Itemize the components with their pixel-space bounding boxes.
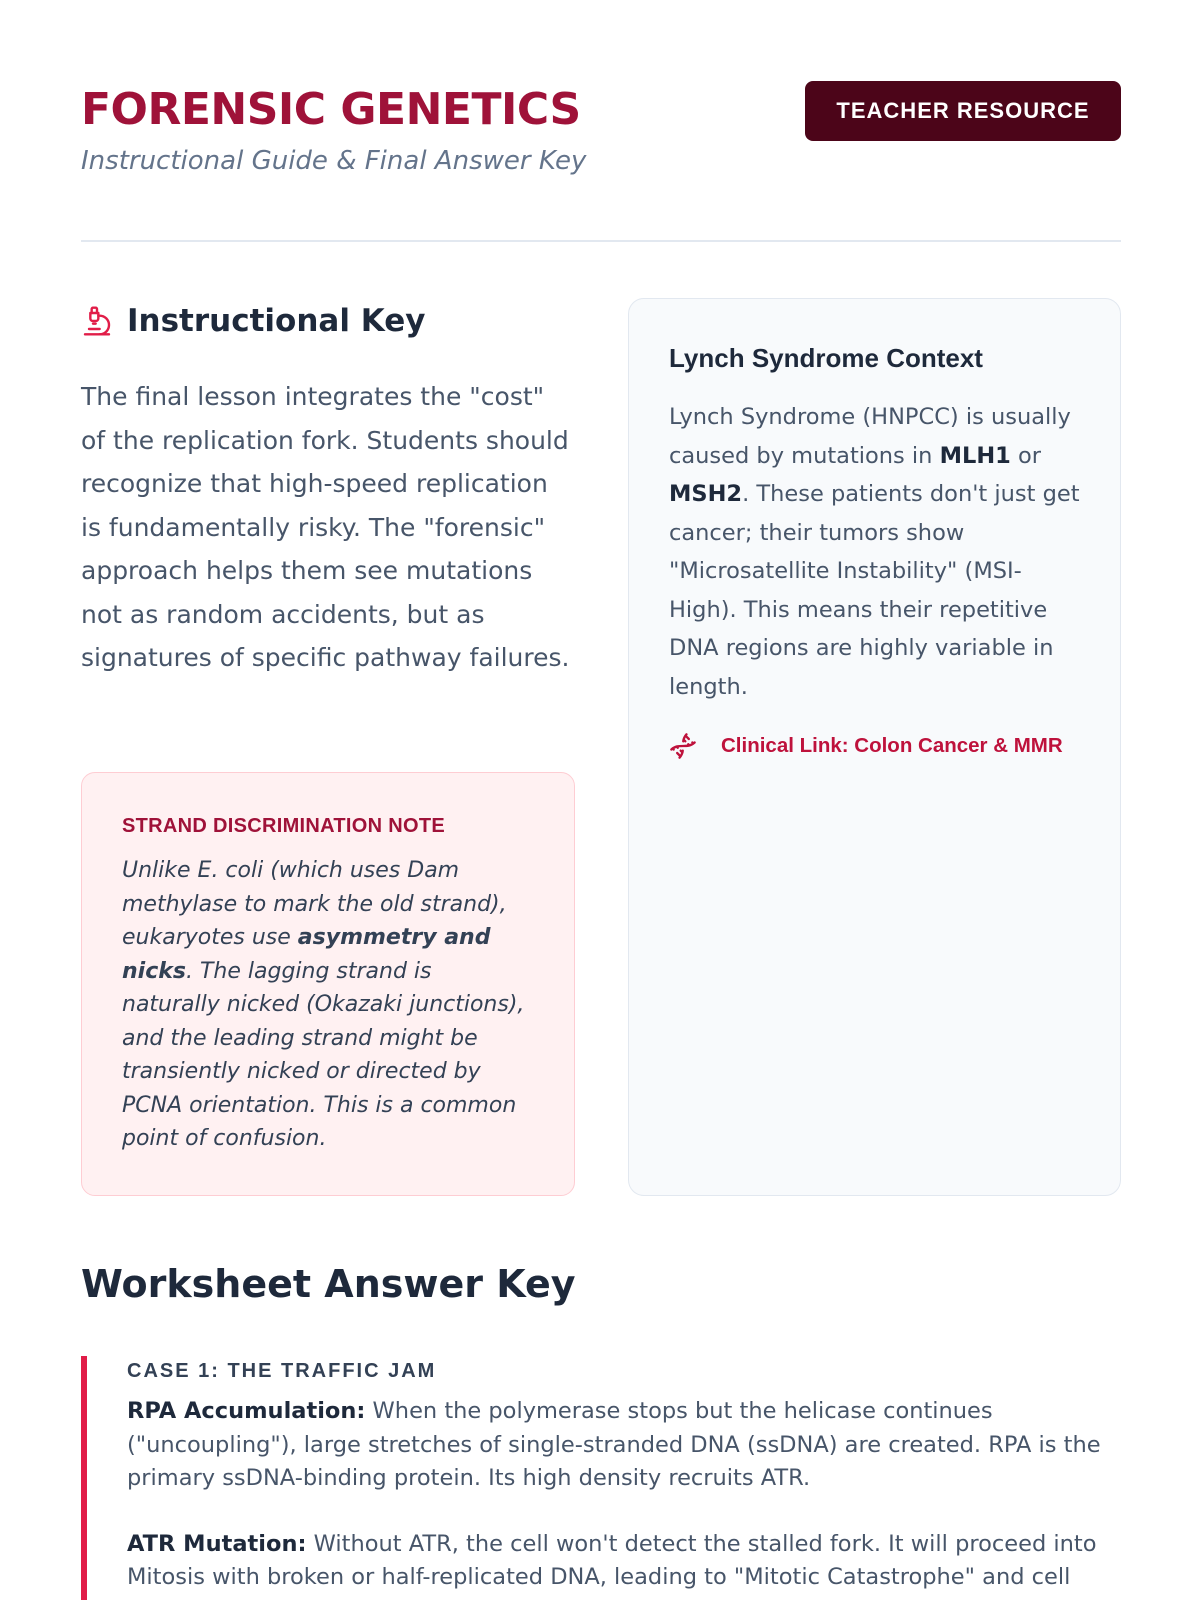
lynch-syndrome-card [628, 298, 1121, 1196]
lynch-card-title: Lynch Syndrome Context [669, 343, 983, 373]
case-1-label: CASE 1: THE TRAFFIC JAM [127, 1360, 437, 1382]
lynch-card-body [669, 398, 1080, 706]
instructional-key-title: Instructional Key [127, 303, 426, 339]
microscope-icon [81, 305, 113, 337]
answer-key-title: Worksheet Answer Key [81, 1262, 576, 1306]
instructional-key-body: The final lesson integrates the "cost" of the replication fork. Students should recognize that high-speed replication is fundamentally risky. The "forensic" approach helps them see mutations not as random accidents, but as signatures of specific pathway failures. [81, 382, 570, 672]
gene-mlh1: MLH1 [939, 442, 1011, 469]
gene-msh2: MSH2 [669, 481, 743, 507]
page-header [81, 80, 1121, 176]
note-text-1: Unlike E. coli (which uses Dam methylase to mark the old strand), eukaryotes use [122, 858, 507, 950]
page-title: FORENSIC GENETICS [81, 84, 581, 135]
rpa-text: When the polymerase stops but the helicase continues ("uncoupling"), large stretches of single-stranded DNA (ssDNA) are created. RPA is the primary ssDNA-binding protein. Its high density recruits ATR. [127, 1398, 1101, 1491]
lynch-text-1: Lynch Syndrome (HNPCC) is usually caused by mutations in [669, 404, 1071, 469]
strand-discrimination-note [81, 772, 575, 1196]
atr-answer [127, 1528, 1121, 1595]
instructional-key-heading [81, 295, 575, 347]
note-label: STRAND DISCRIMINATION NOTE [122, 815, 445, 837]
header-divider [81, 240, 1121, 242]
teacher-resource-badge: TEACHER RESOURCE [805, 81, 1121, 141]
note-text-2: . The lagging strand is naturally nicked (Okazaki junctions), and the leading strand might be transiently nicked or directed by PCNA orientation. This is a common point of confusion. [122, 958, 525, 1151]
dna-icon [669, 732, 697, 760]
atr-text: Without ATR, the cell won't detect the stalled fork. It will proceed into Mitosis with broken or half-replicated DNA, leading to "Mitotic Catastrophe" and cell [127, 1530, 1097, 1590]
lynch-text-2: or [1010, 442, 1041, 469]
instructional-key-section [81, 295, 575, 680]
clinical-link-text[interactable]: Clinical Link: Colon Cancer & MMR [721, 734, 1063, 757]
note-bold: asymmetry and nicks [122, 925, 491, 984]
case-1-block [81, 1356, 1121, 1600]
note-body [122, 854, 534, 1156]
atr-term: ATR Mutation: [127, 1530, 307, 1557]
page-subtitle: Instructional Guide & Final Answer Key [81, 146, 587, 176]
rpa-answer [127, 1395, 1121, 1496]
rpa-term: RPA Accumulation: [127, 1398, 366, 1424]
lynch-text-3: . These patients don't just get cancer; their tumors show "Microsatellite Instability" (MSI-High). This means their repetitive DNA regions are highly variable in length. [669, 481, 1080, 700]
clinical-link[interactable] [669, 732, 1080, 760]
